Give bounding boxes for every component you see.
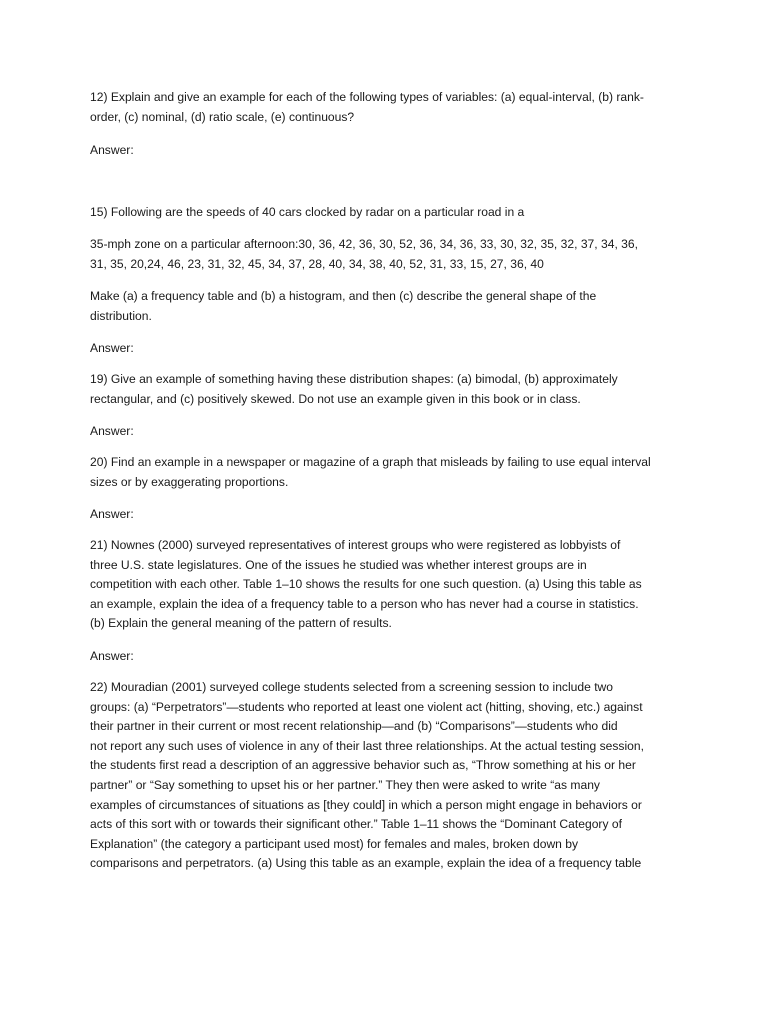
- question-21-line-4: an example, explain the idea of a frequency table to a person who has never had a course in statistics.: [90, 596, 639, 611]
- answer-label: Answer:: [90, 424, 134, 438]
- question-15-answer: [90, 339, 680, 359]
- question-21-line-3: competition with each other. Table 1–10 shows the results for one such question. (a) Using this table as: [90, 577, 642, 592]
- question-21: [90, 536, 680, 634]
- question-20-line-2: sizes or by exaggerating proportions.: [90, 474, 289, 489]
- question-22-line-3: their partner in their current or most recent relationship—and (b) “Comparisons”—students who did: [90, 719, 618, 734]
- question-22-line-2: groups: (a) “Perpetrators”—students who reported at least one violent act (hitting, shoving, etc.) against: [90, 699, 643, 714]
- question-22-line-8: acts of this sort with or towards their significant other.” Table 1–11 shows the “Dominant Category of: [90, 817, 622, 832]
- question-15-task: [90, 287, 680, 326]
- question-21-answer: [90, 647, 680, 667]
- question-20-line-1: 20) Find an example in a newspaper or magazine of a graph that misleads by failing to use equal interval: [90, 455, 651, 469]
- answer-label: Answer:: [90, 341, 134, 355]
- question-22-line-7: examples of circumstances of situations as [they could] in which a person might engage in behaviors or: [90, 797, 642, 812]
- question-20: [90, 453, 680, 492]
- question-15: [90, 203, 680, 223]
- answer-label: Answer:: [90, 649, 134, 663]
- question-15-intro: 15) Following are the speeds of 40 cars clocked by radar on a particular road in a: [90, 205, 525, 219]
- question-22-line-5: the students first read a description of an aggressive behavior such as, “Throw something at his or her: [90, 758, 636, 773]
- question-15-data: [90, 235, 680, 274]
- question-12-line-2: order, (c) nominal, (d) ratio scale, (e) continuous?: [90, 109, 355, 124]
- question-20-answer: [90, 505, 680, 525]
- question-15-task-line-1: Make (a) a frequency table and (b) a histogram, and then (c) describe the general shape of the: [90, 289, 597, 303]
- question-19-answer: [90, 422, 680, 442]
- question-19-line-1: 19) Give an example of something having these distribution shapes: (a) bimodal, (b) approximately: [90, 372, 618, 386]
- question-12: [90, 88, 680, 127]
- question-19-line-2: rectangular, and (c) positively skewed. Do not use an example given in this book or in class.: [90, 391, 581, 406]
- answer-label: Answer:: [90, 507, 134, 521]
- question-19: [90, 370, 680, 409]
- answer-label: Answer:: [90, 143, 134, 157]
- question-21-line-1: 21) Nownes (2000) surveyed representatives of interest groups who were registered as lobbyists of: [90, 538, 621, 552]
- question-22-line-4: not report any such uses of violence in any of their last three relationships. At the actual testing session,: [90, 738, 644, 753]
- question-15-task-line-2: distribution.: [90, 308, 152, 323]
- question-12-line-1: 12) Explain and give an example for each of the following types of variables: (a) equal-interval, (b) rank-: [90, 90, 644, 104]
- question-12-answer: [90, 141, 680, 161]
- question-15-data-line-1: 35-mph zone on a particular afternoon:30, 36, 42, 36, 30, 52, 36, 34, 36, 33, 30, 32, 35, 32, 37, 34, 36,: [90, 237, 638, 251]
- question-22-line-1: 22) Mouradian (2001) surveyed college students selected from a screening session to include two: [90, 680, 614, 694]
- question-22-line-10: comparisons and perpetrators. (a) Using this table as an example, explain the idea of a frequency table: [90, 856, 642, 871]
- question-22-line-6: partner” or “Say something to upset his or her partner.” They then were asked to write “as many: [90, 777, 600, 792]
- question-22-line-9: Explanation” (the category a participant used most) for females and males, broken down by: [90, 836, 579, 851]
- question-21-line-2: three U.S. state legislatures. One of the issues he studied was whether interest groups are in: [90, 557, 587, 572]
- question-21-line-5: (b) Explain the general meaning of the pattern of results.: [90, 616, 392, 631]
- question-22: [90, 678, 680, 874]
- question-15-data-line-2: 31, 35, 20,24, 46, 23, 31, 32, 45, 34, 37, 28, 40, 34, 38, 40, 52, 31, 33, 15, 27, 36, 40: [90, 256, 544, 271]
